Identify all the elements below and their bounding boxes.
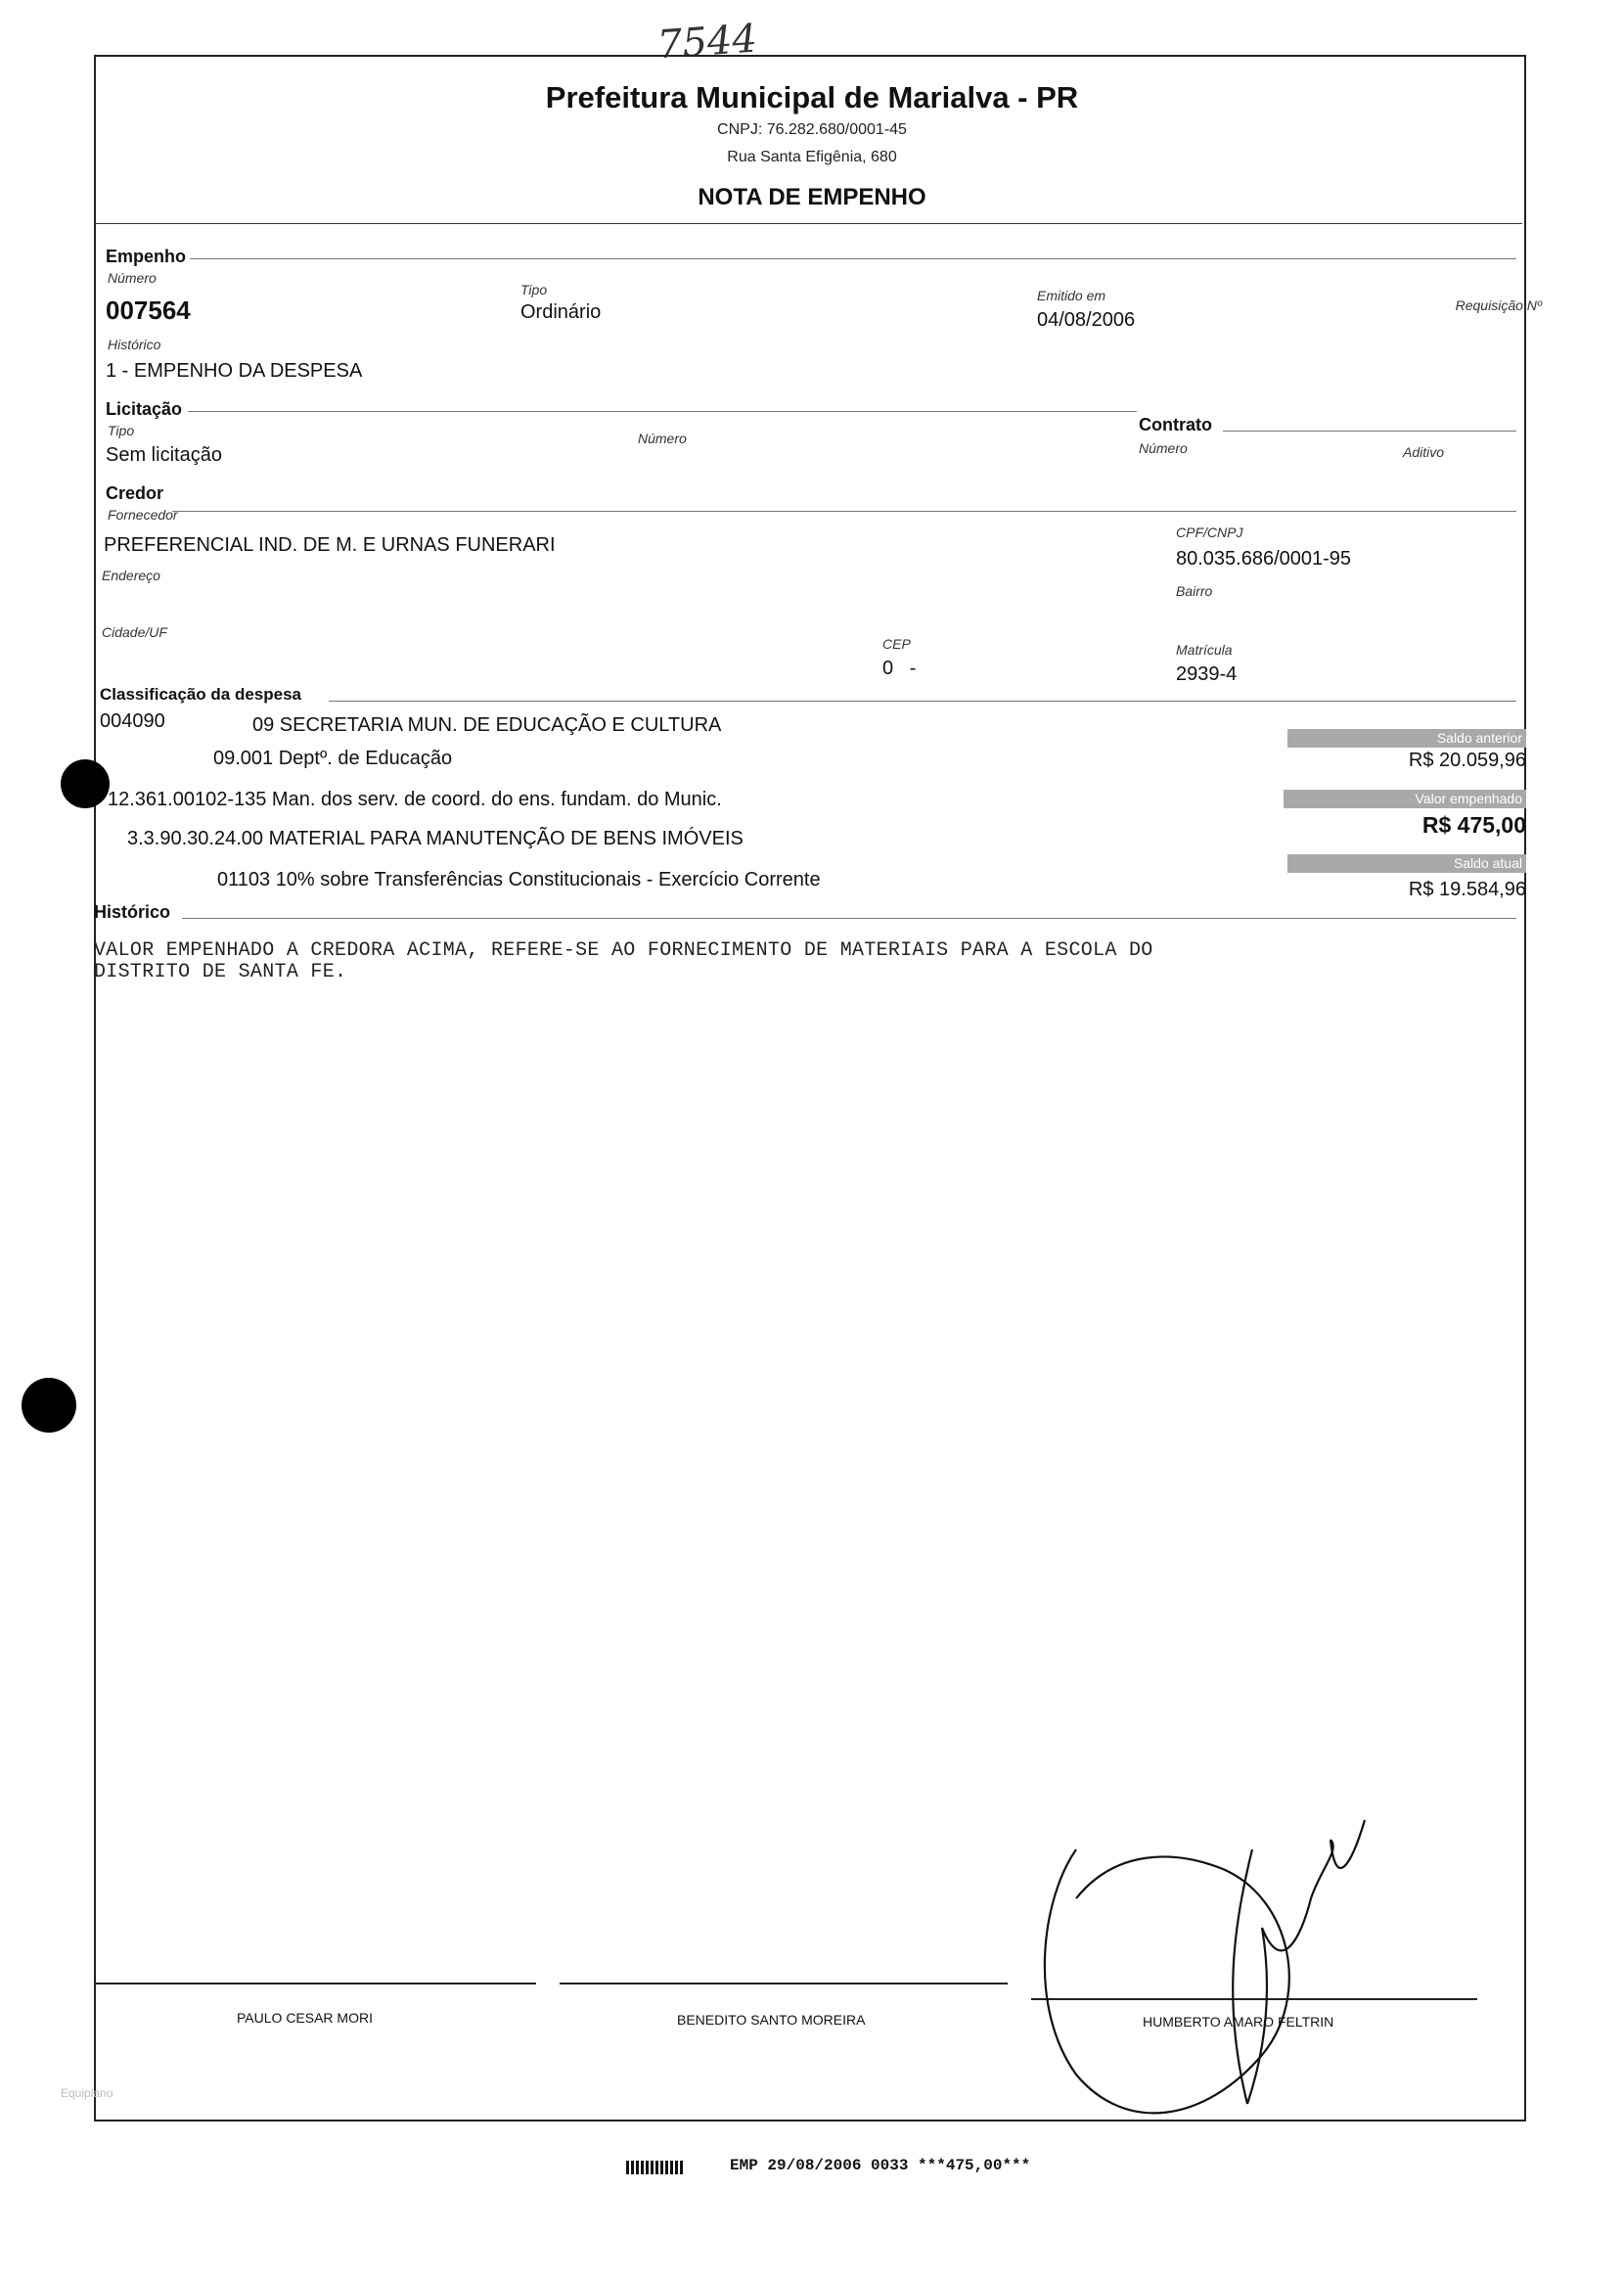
emitido-label: Emitido em <box>1037 288 1106 303</box>
empenho-rule <box>190 258 1516 259</box>
emitido-date: 04/08/2006 <box>1037 309 1136 331</box>
valor-empenhado-label: Valor empenhado <box>1284 790 1526 808</box>
classificacao-code: 004090 <box>100 710 165 732</box>
saldo-anterior-value: R$ 20.059,96 <box>1408 750 1526 771</box>
licitacao-section-title: Licitação <box>106 399 183 419</box>
classificacao-rule <box>329 701 1516 702</box>
fornecedor-name: PREFERENCIAL IND. DE M. E URNAS FUNERARI <box>104 534 556 556</box>
punch-hole-bottom <box>22 1378 76 1433</box>
empenho-numero-label: Número <box>108 270 157 286</box>
cep-label: CEP <box>882 636 911 652</box>
signature-line-1 <box>94 1983 536 1984</box>
credor-rule <box>172 511 1516 512</box>
matricula-value: 2939-4 <box>1176 663 1238 685</box>
page-title: Prefeitura Municipal de Marialva - PR <box>545 80 1079 114</box>
credor-section-title: Credor <box>106 483 164 503</box>
historico-section-title: Histórico <box>94 902 171 922</box>
licitacao-numero-label: Número <box>638 431 687 446</box>
signature-name-3: HUMBERTO AMARO FELTRIN <box>1143 2014 1334 2030</box>
classificacao-line-2: 09.001 Deptº. de Educação <box>213 748 453 769</box>
matricula-label: Matrícula <box>1176 642 1233 658</box>
endereco-label: Endereço <box>102 568 160 583</box>
cep-value: 0 - <box>882 658 917 679</box>
classificacao-line-3: 12.361.00102-135 Man. dos serv. de coord. do ens. fundam. do Munic. <box>108 789 722 810</box>
empenho-historico-label: Histórico <box>108 337 161 352</box>
document-title: NOTA DE EMPENHO <box>698 184 926 210</box>
classificacao-line-5: 01103 10% sobre Transferências Constitucionais - Exercício Corrente <box>217 869 821 890</box>
empenho-tipo-label: Tipo <box>520 282 548 297</box>
cidade-label: Cidade/UF <box>102 624 167 640</box>
fornecedor-label: Fornecedor <box>108 507 178 523</box>
contrato-section-title: Contrato <box>1139 415 1212 434</box>
contrato-aditivo-label: Aditivo <box>1403 444 1445 460</box>
cpf-value: 80.035.686/0001-95 <box>1176 548 1352 570</box>
valor-empenhado-value: R$ 475,00 <box>1421 812 1526 838</box>
contrato-rule <box>1223 431 1516 432</box>
classificacao-line-1: 09 SECRETARIA MUN. DE EDUCAÇÃO E CULTURA <box>252 714 722 736</box>
saldo-atual-label: Saldo atual <box>1287 854 1526 873</box>
empenho-historico: 1 - EMPENHO DA DESPESA <box>106 360 363 382</box>
classificacao-line-4: 3.3.90.30.24.00 MATERIAL PARA MANUTENÇÃO DE BENS IMÓVEIS <box>127 828 744 849</box>
historico-line-2: DISTRITO DE SANTA FE. <box>94 961 347 983</box>
signature-line-2 <box>560 1983 1008 1984</box>
licitacao-tipo-label: Tipo <box>108 423 135 438</box>
empenho-tipo: Ordinário <box>520 301 602 323</box>
licitacao-tipo: Sem licitação <box>106 444 222 466</box>
signature-name-1: PAULO CESAR MORI <box>237 2010 373 2026</box>
contrato-numero-label: Número <box>1139 440 1188 456</box>
address-line: Rua Santa Efigênia, 680 <box>727 149 897 165</box>
requisicao-label: Requisição Nº <box>1455 297 1542 313</box>
licitacao-rule <box>188 411 1137 412</box>
historico-rule <box>182 918 1516 919</box>
header-divider <box>96 223 1522 224</box>
cnpj-line: CNPJ: 76.282.680/0001-45 <box>717 121 907 138</box>
stamp-barcode-icon <box>626 2161 683 2174</box>
empenho-numero: 007564 <box>106 296 191 325</box>
saldo-atual-value: R$ 19.584,96 <box>1408 879 1526 900</box>
cpf-label: CPF/CNPJ <box>1176 525 1243 540</box>
classificacao-section-title: Classificação da despesa <box>100 685 302 704</box>
empenho-section-title: Empenho <box>106 247 187 266</box>
saldo-anterior-label: Saldo anterior <box>1287 729 1526 748</box>
punch-hole-top <box>61 759 110 808</box>
bottom-stamp: EMP 29/08/2006 0033 ***475,00*** <box>730 2157 1031 2174</box>
historico-line-1: VALOR EMPENHADO A CREDORA ACIMA, REFERE-SE AO FORNECIMENTO DE MATERIAIS PARA A ESCOLA DO <box>94 939 1153 962</box>
equiplano-footer: Equiplano <box>61 2086 113 2100</box>
bairro-label: Bairro <box>1176 583 1213 599</box>
handwritten-signature <box>1037 1810 1389 2133</box>
handwritten-number: 7544 <box>655 16 759 68</box>
signature-name-2: BENEDITO SANTO MOREIRA <box>677 2012 866 2028</box>
